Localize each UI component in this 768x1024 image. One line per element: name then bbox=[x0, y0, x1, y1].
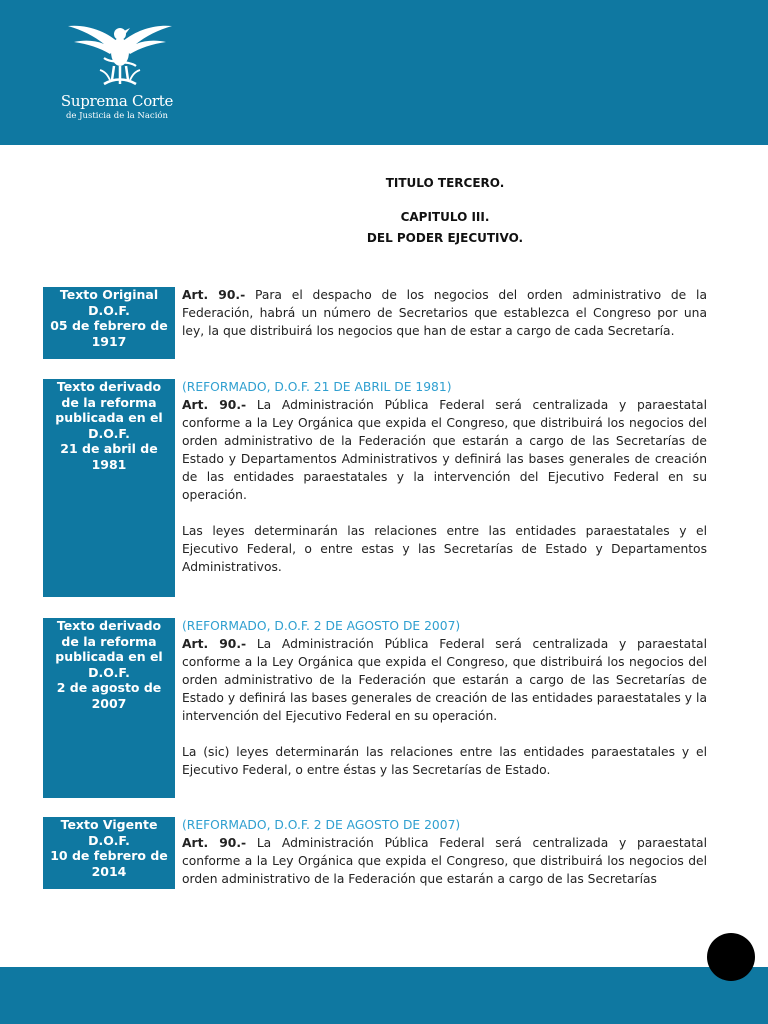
label-line: D.O.F. bbox=[88, 664, 130, 680]
logo-subtitle: de Justicia de la Nación bbox=[65, 111, 169, 121]
label-line: Texto derivado bbox=[56, 379, 162, 394]
label-line: publicada en el bbox=[55, 410, 163, 425]
floating-action-button[interactable] bbox=[707, 933, 755, 981]
article-entry-1981 bbox=[182, 378, 707, 576]
label-line: 21 de abril de bbox=[60, 441, 158, 456]
article-paragraph: Las leyes determinarán las relaciones entre las entidades paraestatales y el Ejecutivo Federal, o entre estas y las Secretarías de Estado y Departamentos Administrativos. bbox=[182, 524, 707, 574]
reform-note: (REFORMADO, D.O.F. 2 DE AGOSTO DE 2007) bbox=[182, 619, 461, 633]
label-line: D.O.F. bbox=[88, 832, 130, 848]
label-line: 2014 bbox=[91, 863, 127, 879]
article-paragraph: La (sic) leyes determinarán las relaciones entre las entidades paraestatales y el Ejecutivo Federal, o entre éstas y las Secretarías de Estado. bbox=[182, 745, 707, 777]
reform-note: (REFORMADO, D.O.F. 2 DE AGOSTO DE 2007) bbox=[182, 818, 461, 832]
version-label-original bbox=[43, 287, 175, 359]
article-entry-current bbox=[182, 816, 707, 888]
scjn-logo bbox=[60, 14, 180, 126]
chapter-number: CAPITULO III. bbox=[400, 210, 490, 224]
article-entry-original bbox=[182, 286, 707, 340]
label-line: 1981 bbox=[91, 456, 127, 472]
article-paragraph bbox=[182, 286, 707, 340]
article-paragraph bbox=[182, 834, 707, 888]
label-line: 2007 bbox=[91, 695, 127, 711]
article-label: Art. 90.- bbox=[182, 836, 247, 850]
document-title: TITULO TERCERO. bbox=[385, 176, 505, 190]
label-line: Texto derivado bbox=[56, 618, 162, 633]
article-text: Para el despacho de los negocios del orden administrativo de la Federación, habrá un número de Secretarios que establezca el Congreso por una ley, la que distribuirá los negocios que han de estar a cargo de cada Secretaría. bbox=[182, 288, 707, 338]
article-text: La Administración Pública Federal será centralizada y paraestatal conforme a la Ley Orgánica que expida el Congreso, que distribuirá los negocios del orden administrativo de la Federación que estarán a cargo de las Secretarías bbox=[182, 836, 707, 886]
label-line: D.O.F. bbox=[88, 425, 130, 441]
label-line: 1917 bbox=[91, 333, 127, 349]
label-line: Texto Vigente bbox=[60, 817, 158, 832]
article-label: Art. 90.- bbox=[182, 288, 246, 302]
article-entry-2007 bbox=[182, 617, 707, 779]
label-line: de la reforma bbox=[61, 394, 157, 410]
version-label-reform-1981 bbox=[43, 379, 175, 597]
label-line: D.O.F. bbox=[88, 302, 130, 318]
footer-band bbox=[0, 967, 768, 1024]
reform-note: (REFORMADO, D.O.F. 21 DE ABRIL DE 1981) bbox=[182, 380, 452, 394]
article-label: Art. 90.- bbox=[182, 637, 247, 651]
version-label-current bbox=[43, 817, 175, 889]
header-band bbox=[0, 0, 768, 145]
label-line: 05 de febrero de bbox=[50, 318, 168, 333]
article-paragraph bbox=[182, 635, 707, 725]
label-line: Texto Original bbox=[59, 287, 159, 302]
logo-title: Suprema Corte bbox=[60, 92, 174, 110]
article-text: La Administración Pública Federal será centralizada y paraestatal conforme a la Ley Orgánica que expida el Congreso, que distribuirá los negocios del orden administrativo de la Federación que estarán a cargo de las Secretarías de Estado y definirá las bases generales de creación de las entidades paraestatales y la intervención del Ejecutivo Federal en su operación. bbox=[182, 637, 707, 723]
label-line: publicada en el bbox=[55, 649, 163, 664]
label-line: 2 de agosto de bbox=[56, 680, 162, 695]
version-label-reform-2007 bbox=[43, 618, 175, 798]
label-line: de la reforma bbox=[61, 633, 157, 649]
article-text: La Administración Pública Federal será centralizada y paraestatal conforme a la Ley Orgánica que expida el Congreso, que distribuirá los negocios del orden administrativo de la Federación que estarán a cargo de las Secretarías de Estado y Departamentos Administrativos y definirá las bases generales de creación de las entidades paraestatales y la intervención del Ejecutivo Federal en su operación. bbox=[182, 398, 707, 502]
article-label: Art. 90.- bbox=[182, 398, 247, 412]
eagle-emblem-icon bbox=[64, 14, 176, 92]
article-paragraph bbox=[182, 396, 707, 504]
label-line: 10 de febrero de bbox=[50, 848, 168, 863]
chapter-name: DEL PODER EJECUTIVO. bbox=[366, 231, 524, 245]
